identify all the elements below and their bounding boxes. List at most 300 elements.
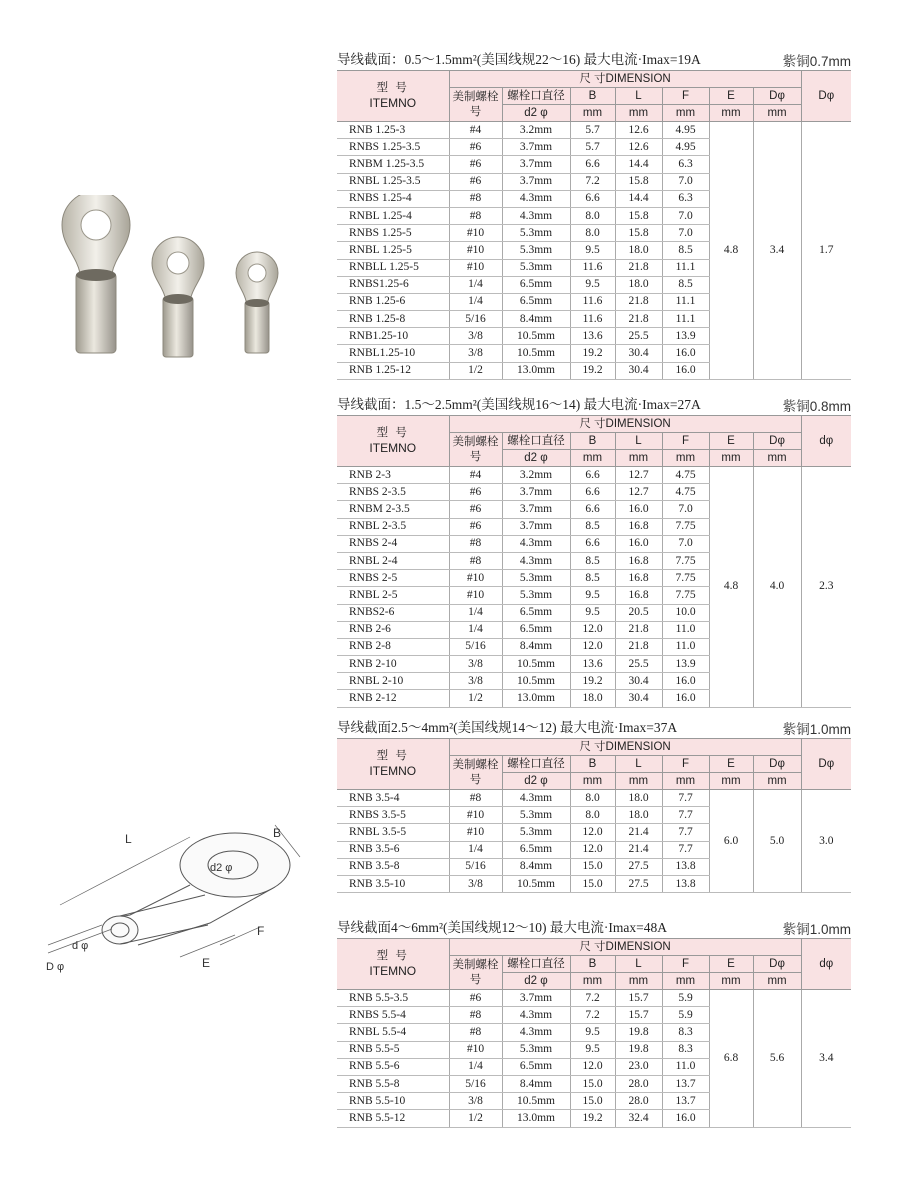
bolt-dia-cell: 4.3mm <box>502 790 570 807</box>
unit-header: mm <box>753 450 801 467</box>
bolt-dia-cell: 3.7mm <box>502 990 570 1007</box>
L-cell: 28.0 <box>615 1093 662 1110</box>
L-cell: 14.4 <box>615 190 662 207</box>
model-cell: RNB 5.5-12 <box>337 1110 449 1127</box>
F-cell: 11.0 <box>662 1058 709 1075</box>
B-cell: 7.2 <box>570 1007 615 1024</box>
F-header: F <box>662 956 709 973</box>
dimension-header: 尺 寸DIMENSION <box>449 71 801 88</box>
B-cell: 9.5 <box>570 242 615 259</box>
B-cell: 6.6 <box>570 535 615 552</box>
L-cell: 30.4 <box>615 345 662 362</box>
E-value: 6.8 <box>709 990 753 1128</box>
L-cell: 25.5 <box>615 328 662 345</box>
bolt-dia-cell: 8.4mm <box>502 638 570 655</box>
L-cell: 27.5 <box>615 858 662 875</box>
model-cell: RNBL 1.25-3.5 <box>337 173 449 190</box>
F-cell: 7.75 <box>662 570 709 587</box>
B-cell: 19.2 <box>570 673 615 690</box>
bolt-size-cell: #8 <box>449 207 502 224</box>
model-cell: RNBS 1.25-3.5 <box>337 139 449 156</box>
model-cell: RNBM 1.25-3.5 <box>337 156 449 173</box>
F-cell: 13.8 <box>662 875 709 892</box>
bolt-dia-cell: 8.4mm <box>502 1075 570 1092</box>
model-cell: RNBS 2-3.5 <box>337 484 449 501</box>
bolt-size-cell: #6 <box>449 990 502 1007</box>
L-cell: 21.4 <box>615 841 662 858</box>
us-bolt-header: 美制螺栓号 <box>449 756 502 790</box>
model-cell: RNB 3.5-8 <box>337 858 449 875</box>
model-cell: RNB1.25-10 <box>337 328 449 345</box>
unit-header: mm <box>570 105 615 122</box>
F-cell: 7.7 <box>662 790 709 807</box>
L-cell: 19.8 <box>615 1024 662 1041</box>
medium-ring-terminal <box>152 237 204 357</box>
unit-header: mm <box>709 450 753 467</box>
model-cell: RNBL 1.25-5 <box>337 242 449 259</box>
L-cell: 28.0 <box>615 1075 662 1092</box>
model-cell: RNB 5.5-5 <box>337 1041 449 1058</box>
unit-header: mm <box>709 973 753 990</box>
bolt-dia-cell: 5.3mm <box>502 1041 570 1058</box>
L-cell: 16.8 <box>615 518 662 535</box>
model-cell: RNBS1.25-6 <box>337 276 449 293</box>
bolt-dia-cell: 3.7mm <box>502 518 570 535</box>
unit-header: mm <box>615 973 662 990</box>
bolt-size-cell: 5/16 <box>449 858 502 875</box>
bolt-size-cell: 3/8 <box>449 1093 502 1110</box>
bolt-size-cell: 3/8 <box>449 656 502 673</box>
last-value: 3.0 <box>801 790 851 893</box>
L-cell: 16.0 <box>615 501 662 518</box>
bolt-dia-cell: 8.4mm <box>502 858 570 875</box>
bolt-size-cell: 1/4 <box>449 1058 502 1075</box>
B-cell: 15.0 <box>570 1093 615 1110</box>
d2-unit-header: d2 φ <box>502 105 570 122</box>
bolt-size-cell: #10 <box>449 587 502 604</box>
bolt-dia-cell: 4.3mm <box>502 1007 570 1024</box>
bolt-dia-cell: 3.7mm <box>502 156 570 173</box>
last-value: 3.4 <box>801 990 851 1128</box>
B-header: B <box>570 756 615 773</box>
bolt-dia-cell: 13.0mm <box>502 362 570 379</box>
bolt-size-cell: #6 <box>449 518 502 535</box>
B-cell: 19.2 <box>570 1110 615 1127</box>
bolt-size-cell: 3/8 <box>449 875 502 892</box>
F-cell: 11.1 <box>662 259 709 276</box>
diagram-D-label: D φ <box>46 961 65 973</box>
bolt-dia-cell: 10.5mm <box>502 345 570 362</box>
bolt-dia-cell: 3.7mm <box>502 173 570 190</box>
D-value: 4.0 <box>753 467 801 708</box>
bolt-size-cell: 1/4 <box>449 604 502 621</box>
F-cell: 16.0 <box>662 362 709 379</box>
bolt-dia-cell: 10.5mm <box>502 875 570 892</box>
B-cell: 6.6 <box>570 484 615 501</box>
model-cell: RNB 3.5-6 <box>337 841 449 858</box>
model-cell: RNB 1.25-8 <box>337 311 449 328</box>
F-cell: 5.9 <box>662 1007 709 1024</box>
bolt-size-cell: #10 <box>449 225 502 242</box>
bolt-size-cell: 3/8 <box>449 328 502 345</box>
B-cell: 8.0 <box>570 790 615 807</box>
table-row <box>337 122 851 139</box>
F-cell: 8.5 <box>662 276 709 293</box>
B-cell: 9.5 <box>570 1024 615 1041</box>
section-title: 导线截面：0.5～1.5mm²(美国线规22～16) 最大电流·Imax=19A <box>337 52 701 67</box>
bolt-size-cell: #8 <box>449 1024 502 1041</box>
L-cell: 19.8 <box>615 1041 662 1058</box>
E-header: E <box>709 88 753 105</box>
unit-header: mm <box>570 973 615 990</box>
model-cell: RNBL 5.5-4 <box>337 1024 449 1041</box>
bolt-dia-cell: 10.5mm <box>502 1093 570 1110</box>
F-cell: 7.7 <box>662 841 709 858</box>
model-cell: RNBL 2-3.5 <box>337 518 449 535</box>
F-cell: 8.3 <box>662 1041 709 1058</box>
bolt-size-cell: #8 <box>449 535 502 552</box>
model-cell: RNB 1.25-12 <box>337 362 449 379</box>
model-cell: RNB 5.5-8 <box>337 1075 449 1092</box>
L-cell: 18.0 <box>615 276 662 293</box>
F-cell: 7.75 <box>662 587 709 604</box>
bolt-size-cell: #4 <box>449 467 502 484</box>
L-cell: 18.0 <box>615 790 662 807</box>
bolt-size-cell: 1/2 <box>449 690 502 707</box>
B-cell: 11.6 <box>570 311 615 328</box>
L-cell: 12.6 <box>615 139 662 156</box>
model-cell: RNBS 1.25-5 <box>337 225 449 242</box>
L-cell: 14.4 <box>615 156 662 173</box>
bolt-dia-cell: 6.5mm <box>502 1058 570 1075</box>
bolt-dia-cell: 4.3mm <box>502 535 570 552</box>
bolt-size-cell: #8 <box>449 790 502 807</box>
F-cell: 6.3 <box>662 156 709 173</box>
B-cell: 6.6 <box>570 501 615 518</box>
F-cell: 4.95 <box>662 122 709 139</box>
B-cell: 9.5 <box>570 276 615 293</box>
B-cell: 5.7 <box>570 139 615 156</box>
B-cell: 11.6 <box>570 259 615 276</box>
L-header: L <box>615 956 662 973</box>
model-cell: RNBL 2-10 <box>337 673 449 690</box>
d2-unit-header: d2 φ <box>502 773 570 790</box>
section-header <box>337 395 851 415</box>
bolt-size-cell: 1/4 <box>449 841 502 858</box>
bolt-dia-cell: 4.3mm <box>502 190 570 207</box>
B-cell: 6.6 <box>570 156 615 173</box>
B-cell: 7.2 <box>570 990 615 1007</box>
bolt-dia-cell: 6.5mm <box>502 841 570 858</box>
F-cell: 16.0 <box>662 345 709 362</box>
B-cell: 8.0 <box>570 807 615 824</box>
F-cell: 16.0 <box>662 1110 709 1127</box>
bolt-dia-cell: 5.3mm <box>502 225 570 242</box>
itemno-header: 型 号 ITEMNO <box>337 939 449 990</box>
bolt-size-cell: #4 <box>449 122 502 139</box>
B-cell: 9.5 <box>570 587 615 604</box>
L-cell: 21.4 <box>615 824 662 841</box>
bolt-dia-header: 螺栓口直径 <box>502 956 570 973</box>
B-cell: 18.0 <box>570 690 615 707</box>
unit-header: mm <box>615 773 662 790</box>
bolt-dia-cell: 6.5mm <box>502 293 570 310</box>
B-cell: 8.5 <box>570 552 615 569</box>
F-header: F <box>662 433 709 450</box>
L-cell: 16.8 <box>615 587 662 604</box>
dimension-header: 尺 寸DIMENSION <box>449 739 801 756</box>
E-value: 4.8 <box>709 122 753 380</box>
bolt-dia-cell: 5.3mm <box>502 242 570 259</box>
diagram-d-label: d φ <box>72 940 89 952</box>
spec-section-4 <box>337 918 851 1128</box>
model-cell: RNBS 2-5 <box>337 570 449 587</box>
F-cell: 16.0 <box>662 690 709 707</box>
F-cell: 13.8 <box>662 858 709 875</box>
bolt-dia-cell: 10.5mm <box>502 328 570 345</box>
B-cell: 15.0 <box>570 875 615 892</box>
section-header <box>337 718 851 738</box>
F-cell: 8.5 <box>662 242 709 259</box>
bolt-dia-cell: 5.3mm <box>502 807 570 824</box>
material-label: 紫铜0.8mm <box>782 399 851 414</box>
L-cell: 23.0 <box>615 1058 662 1075</box>
bolt-size-cell: 1/4 <box>449 293 502 310</box>
model-cell: RNBS 2-4 <box>337 535 449 552</box>
model-cell: RNB 5.5-3.5 <box>337 990 449 1007</box>
L-cell: 15.8 <box>615 225 662 242</box>
B-cell: 13.6 <box>570 656 615 673</box>
model-cell: RNB 2-3 <box>337 467 449 484</box>
L-cell: 15.7 <box>615 990 662 1007</box>
bolt-dia-cell: 6.5mm <box>502 621 570 638</box>
bolt-size-cell: #8 <box>449 190 502 207</box>
table-row <box>337 990 851 1007</box>
model-cell: RNBM 2-3.5 <box>337 501 449 518</box>
F-cell: 11.1 <box>662 293 709 310</box>
bolt-dia-cell: 10.5mm <box>502 656 570 673</box>
bolt-size-cell: #8 <box>449 1007 502 1024</box>
bolt-dia-cell: 5.3mm <box>502 259 570 276</box>
bolt-dia-cell: 6.5mm <box>502 604 570 621</box>
B-cell: 19.2 <box>570 362 615 379</box>
section-title: 导线截面2.5～4mm²(美国线规14～12) 最大电流·Imax=37A <box>337 720 678 735</box>
F-cell: 13.7 <box>662 1093 709 1110</box>
F-cell: 7.7 <box>662 824 709 841</box>
bolt-dia-cell: 3.2mm <box>502 467 570 484</box>
model-cell: RNBS 5.5-4 <box>337 1007 449 1024</box>
bolt-dia-cell: 13.0mm <box>502 1110 570 1127</box>
model-cell: RNB 1.25-6 <box>337 293 449 310</box>
E-header: E <box>709 956 753 973</box>
model-cell: RNBL 2-5 <box>337 587 449 604</box>
diagram-F-label: F <box>257 924 265 938</box>
B-cell: 13.6 <box>570 328 615 345</box>
spec-section-1 <box>337 50 851 380</box>
B-cell: 19.2 <box>570 345 615 362</box>
bolt-size-cell: #6 <box>449 173 502 190</box>
unit-header: mm <box>570 773 615 790</box>
F-cell: 4.75 <box>662 484 709 501</box>
us-bolt-header: 美制螺栓号 <box>449 956 502 990</box>
last-col-header: Dφ <box>801 71 851 122</box>
itemno-header: 型 号 ITEMNO <box>337 71 449 122</box>
model-cell: RNB 3.5-10 <box>337 875 449 892</box>
B-cell: 5.7 <box>570 122 615 139</box>
F-cell: 4.95 <box>662 139 709 156</box>
F-cell: 7.0 <box>662 535 709 552</box>
L-cell: 30.4 <box>615 673 662 690</box>
bolt-size-cell: 5/16 <box>449 638 502 655</box>
L-cell: 32.4 <box>615 1110 662 1127</box>
model-cell: RNB 5.5-6 <box>337 1058 449 1075</box>
B-cell: 9.5 <box>570 1041 615 1058</box>
B-cell: 12.0 <box>570 621 615 638</box>
F-cell: 13.9 <box>662 328 709 345</box>
small-ring-terminal <box>236 252 278 353</box>
D-header: Dφ <box>753 88 801 105</box>
spec-table <box>337 938 851 1128</box>
F-cell: 7.75 <box>662 552 709 569</box>
F-cell: 11.0 <box>662 621 709 638</box>
bolt-size-cell: #10 <box>449 1041 502 1058</box>
bolt-dia-header: 螺栓口直径 <box>502 433 570 450</box>
L-cell: 20.5 <box>615 604 662 621</box>
section-header <box>337 50 851 70</box>
section-title: 导线截面4～6mm²(美国线规12～10) 最大电流·Imax=48A <box>337 920 668 935</box>
bolt-size-cell: #6 <box>449 139 502 156</box>
B-header: B <box>570 433 615 450</box>
bolt-size-cell: 1/2 <box>449 362 502 379</box>
bolt-size-cell: #10 <box>449 807 502 824</box>
spec-table <box>337 738 851 893</box>
L-cell: 18.0 <box>615 807 662 824</box>
itemno-header: 型 号 ITEMNO <box>337 416 449 467</box>
D-value: 5.6 <box>753 990 801 1128</box>
F-cell: 11.1 <box>662 311 709 328</box>
L-cell: 30.4 <box>615 690 662 707</box>
table-row <box>337 790 851 807</box>
D-header: Dφ <box>753 433 801 450</box>
section-header <box>337 918 851 938</box>
material-label: 紫铜1.0mm <box>782 722 851 737</box>
bolt-size-cell: #10 <box>449 259 502 276</box>
diagram-L-label: L <box>125 832 132 846</box>
L-cell: 15.7 <box>615 1007 662 1024</box>
bolt-dia-cell: 5.3mm <box>502 824 570 841</box>
bolt-dia-cell: 5.3mm <box>502 570 570 587</box>
unit-header: mm <box>753 973 801 990</box>
B-cell: 12.0 <box>570 824 615 841</box>
d2-unit-header: d2 φ <box>502 450 570 467</box>
L-header: L <box>615 433 662 450</box>
bolt-size-cell: #10 <box>449 242 502 259</box>
bolt-size-cell: #6 <box>449 484 502 501</box>
dimension-header: 尺 寸DIMENSION <box>449 939 801 956</box>
model-cell: RNBS2-6 <box>337 604 449 621</box>
model-cell: RNB 1.25-3 <box>337 122 449 139</box>
diagram-E-label: E <box>202 956 211 970</box>
L-cell: 25.5 <box>615 656 662 673</box>
D-value: 3.4 <box>753 122 801 380</box>
diagram-d2-label: d2 φ <box>210 862 233 874</box>
F-cell: 13.9 <box>662 656 709 673</box>
B-cell: 8.5 <box>570 518 615 535</box>
bolt-dia-cell: 10.5mm <box>502 673 570 690</box>
us-bolt-header: 美制螺栓号 <box>449 88 502 122</box>
F-cell: 7.0 <box>662 207 709 224</box>
model-cell: RNB 2-10 <box>337 656 449 673</box>
last-col-header: dφ <box>801 939 851 990</box>
L-cell: 18.0 <box>615 242 662 259</box>
B-cell: 12.0 <box>570 841 615 858</box>
model-cell: RNB 5.5-10 <box>337 1093 449 1110</box>
B-cell: 8.0 <box>570 225 615 242</box>
F-cell: 11.0 <box>662 638 709 655</box>
bolt-size-cell: 3/8 <box>449 345 502 362</box>
bolt-dia-cell: 4.3mm <box>502 552 570 569</box>
spec-section-2 <box>337 395 851 708</box>
unit-header: mm <box>709 773 753 790</box>
B-cell: 12.0 <box>570 1058 615 1075</box>
L-cell: 12.7 <box>615 467 662 484</box>
unit-header: mm <box>709 105 753 122</box>
L-cell: 27.5 <box>615 875 662 892</box>
unit-header: mm <box>753 773 801 790</box>
bolt-size-cell: 3/8 <box>449 673 502 690</box>
model-cell: RNBLL 1.25-5 <box>337 259 449 276</box>
model-cell: RNBS 3.5-5 <box>337 807 449 824</box>
E-value: 6.0 <box>709 790 753 893</box>
d2-unit-header: d2 φ <box>502 973 570 990</box>
bolt-size-cell: #6 <box>449 501 502 518</box>
B-cell: 11.6 <box>570 293 615 310</box>
L-cell: 21.8 <box>615 293 662 310</box>
B-cell: 12.0 <box>570 638 615 655</box>
F-header: F <box>662 88 709 105</box>
bolt-dia-cell: 3.7mm <box>502 484 570 501</box>
D-value: 5.0 <box>753 790 801 893</box>
material-label: 紫铜0.7mm <box>782 54 851 69</box>
model-cell: RNBL 3.5-5 <box>337 824 449 841</box>
unit-header: mm <box>662 973 709 990</box>
F-cell: 7.0 <box>662 501 709 518</box>
F-header: F <box>662 756 709 773</box>
bolt-size-cell: 1/4 <box>449 276 502 293</box>
bolt-dia-cell: 6.5mm <box>502 276 570 293</box>
F-cell: 6.3 <box>662 190 709 207</box>
D-header: Dφ <box>753 956 801 973</box>
F-cell: 8.3 <box>662 1024 709 1041</box>
F-cell: 10.0 <box>662 604 709 621</box>
model-cell: RNB 2-6 <box>337 621 449 638</box>
bolt-dia-cell: 3.7mm <box>502 139 570 156</box>
last-value: 1.7 <box>801 122 851 380</box>
model-cell: RNBS 1.25-4 <box>337 190 449 207</box>
F-cell: 7.75 <box>662 518 709 535</box>
L-cell: 21.8 <box>615 638 662 655</box>
F-cell: 5.9 <box>662 990 709 1007</box>
L-header: L <box>615 756 662 773</box>
unit-header: mm <box>662 105 709 122</box>
unit-header: mm <box>570 450 615 467</box>
bolt-dia-header: 螺栓口直径 <box>502 88 570 105</box>
itemno-header: 型 号 ITEMNO <box>337 739 449 790</box>
F-cell: 4.75 <box>662 467 709 484</box>
bolt-size-cell: #8 <box>449 552 502 569</box>
F-cell: 13.7 <box>662 1075 709 1092</box>
last-col-header: Dφ <box>801 739 851 790</box>
